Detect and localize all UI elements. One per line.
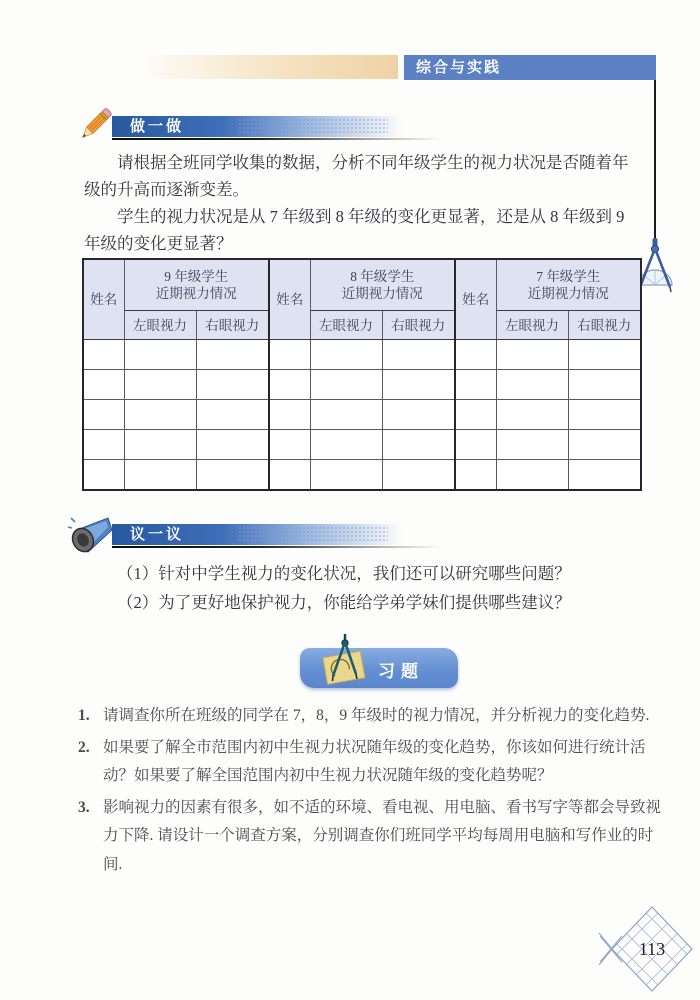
table-row xyxy=(83,370,641,400)
col-header-right-eye-8: 右眼视力 xyxy=(382,311,455,340)
do-section-underline xyxy=(112,138,442,140)
table-cell xyxy=(124,370,196,400)
do-section-header xyxy=(112,116,428,137)
page-number: 113 xyxy=(638,939,666,959)
table-row xyxy=(83,430,641,460)
table-cell xyxy=(568,370,641,400)
grade-title-line1: 7 年级学生 xyxy=(536,269,601,284)
table-cell xyxy=(269,400,310,430)
table-cell xyxy=(455,370,496,400)
table-cell xyxy=(269,370,310,400)
chapter-title: 综合与实践 xyxy=(416,59,502,76)
do-section-text xyxy=(84,149,644,257)
exercise-item-3 xyxy=(78,794,670,880)
grade-title-line1: 9 年级学生 xyxy=(164,269,229,284)
table-cell xyxy=(455,400,496,430)
table-cell xyxy=(269,460,310,491)
exercises-badge-label: 习题 xyxy=(378,662,424,681)
col-header-name-7: 姓名 xyxy=(455,259,496,340)
exercise-text: 影响视力的因素有很多，如不适的环境、看电视、用电脑、看书写字等都会导致视力下降. 请设计一个调查方案，分别调查你们班同学平均每周用电脑和写作业的时间. xyxy=(103,798,662,873)
pencil-icon xyxy=(74,104,116,146)
table-cell xyxy=(382,430,455,460)
grade-title-line1: 8 年级学生 xyxy=(350,269,415,284)
exercise-number: 3. xyxy=(78,798,90,816)
table-cell xyxy=(310,370,382,400)
exercise-list xyxy=(78,702,670,882)
table-cell xyxy=(196,370,269,400)
margin-rule-line xyxy=(654,80,656,230)
table-cell xyxy=(310,340,382,370)
table-cell xyxy=(382,460,455,491)
paragraph-1: 请根据全班同学收集的数据，分析不同年级学生的视力状况是否随着年级的升高而逐渐变差。 xyxy=(84,153,629,199)
chapter-header xyxy=(404,55,656,80)
table-cell xyxy=(124,430,196,460)
header-accent-bar xyxy=(138,55,398,79)
table-cell xyxy=(310,430,382,460)
table-cell xyxy=(124,400,196,430)
col-header-left-eye-7: 左眼视力 xyxy=(496,311,568,340)
col-header-name-9: 姓名 xyxy=(83,259,124,340)
table-cell xyxy=(568,340,641,370)
table-cell xyxy=(496,400,568,430)
discuss-questions xyxy=(84,559,649,617)
table-head xyxy=(83,259,641,340)
table-cell xyxy=(83,400,124,430)
table-cell xyxy=(496,370,568,400)
grade-title-line2: 近期视力情况 xyxy=(155,286,237,301)
table-cell xyxy=(83,370,124,400)
discuss-question-1: （1）针对中学生视力的变化状况，我们还可以研究哪些问题？ xyxy=(117,564,571,583)
table-cell xyxy=(269,340,310,370)
table-header-row-1 xyxy=(83,259,641,311)
col-header-grade-8 xyxy=(310,259,455,311)
exercise-number: 1. xyxy=(78,707,90,724)
table-cell xyxy=(455,340,496,370)
col-header-grade-7 xyxy=(496,259,641,311)
table-cell xyxy=(568,430,641,460)
grade-title-line2: 近期视力情况 xyxy=(341,286,423,301)
paragraph-2: 学生的视力状况是从 7 年级到 8 年级的变化更显著，还是从 8 年级到 9 年级的变化更显著？ xyxy=(84,207,625,253)
col-header-left-eye-8: 左眼视力 xyxy=(310,311,382,340)
table-cell xyxy=(455,460,496,491)
table-row xyxy=(83,460,641,491)
table-cell xyxy=(568,400,641,430)
table-cell xyxy=(382,370,455,400)
table-cell xyxy=(568,460,641,491)
col-header-left-eye-9: 左眼视力 xyxy=(124,311,196,340)
table-row xyxy=(83,340,641,370)
col-header-right-eye-9: 右眼视力 xyxy=(196,311,269,340)
halftone-texture xyxy=(238,118,388,135)
discuss-question-2: （2）为了更好地保护视力，你能给学弟学妹们提供哪些建议？ xyxy=(117,593,571,612)
table-cell xyxy=(83,430,124,460)
table-cell xyxy=(496,460,568,491)
exercise-text: 如果要了解全市范围内初中生视力状况随年级的变化趋势，你该如何进行统计活动？如果要了解全国范围内初中生视力状况随年级的变化趋势呢？ xyxy=(103,738,646,784)
table-cell xyxy=(124,460,196,491)
table-cell xyxy=(269,430,310,460)
table-cell xyxy=(124,340,196,370)
discuss-section-header xyxy=(112,524,428,545)
fish-emblem xyxy=(598,902,696,996)
table-header-row-2 xyxy=(83,311,641,340)
table-cell xyxy=(83,460,124,491)
table-cell xyxy=(455,430,496,460)
discuss-section-underline xyxy=(112,546,442,548)
table-cell xyxy=(382,400,455,430)
table-body xyxy=(83,340,641,491)
table-cell xyxy=(196,340,269,370)
table-cell xyxy=(196,400,269,430)
table-cell xyxy=(496,430,568,460)
exercise-number: 2. xyxy=(78,738,90,756)
exercise-item-2 xyxy=(78,734,670,791)
compass-paper-icon xyxy=(314,634,376,692)
megaphone-icon xyxy=(68,514,116,558)
table-cell xyxy=(496,340,568,370)
table-row xyxy=(83,400,641,430)
col-header-grade-9 xyxy=(124,259,269,311)
col-header-right-eye-7: 右眼视力 xyxy=(568,311,641,340)
col-header-name-8: 姓名 xyxy=(269,259,310,340)
exercise-item-1 xyxy=(78,702,670,731)
exercise-text: 请调查你所在班级的同学在 7，8，9 年级时的视力情况，并分析视力的变化趋势. xyxy=(103,707,650,724)
vision-data-table xyxy=(82,258,642,491)
table-cell xyxy=(382,340,455,370)
halftone-texture xyxy=(238,526,388,543)
grade-title-line2: 近期视力情况 xyxy=(527,286,609,301)
table-cell xyxy=(196,430,269,460)
table-cell xyxy=(196,460,269,491)
table-cell xyxy=(310,400,382,430)
table-cell xyxy=(310,460,382,491)
table-cell xyxy=(83,340,124,370)
discuss-section-title: 议一议 xyxy=(130,526,185,543)
do-section-title: 做一做 xyxy=(130,118,185,135)
